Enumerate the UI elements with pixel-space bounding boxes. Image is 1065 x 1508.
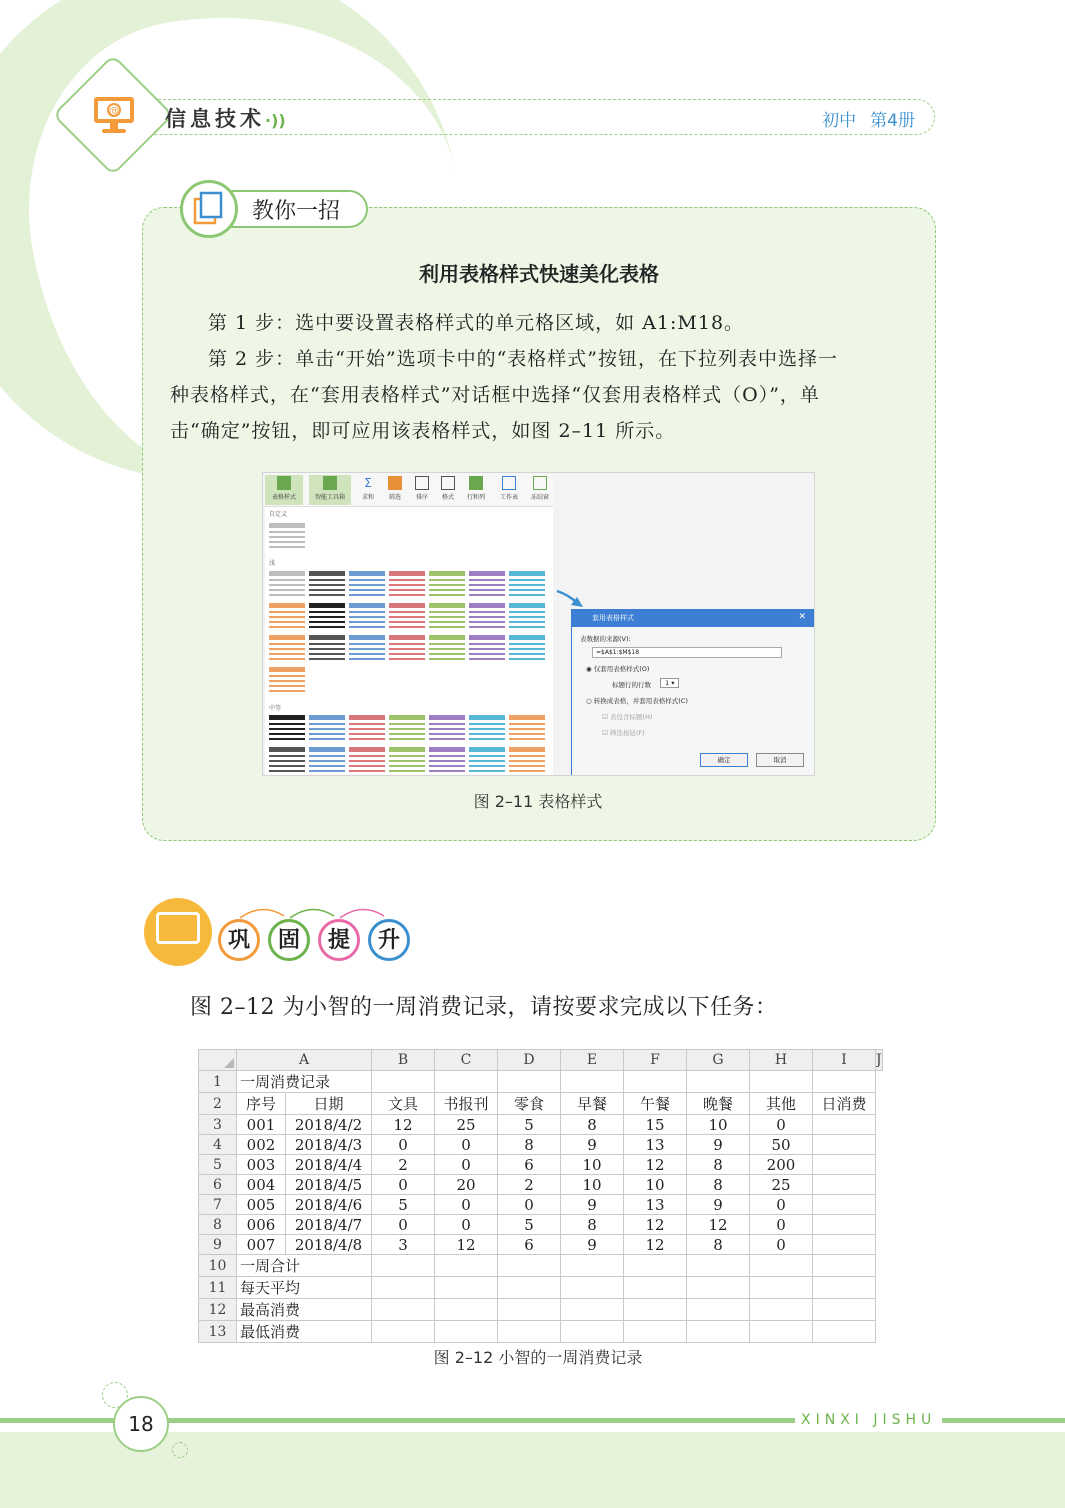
tip-step-2-line-2: 种表格样式，在“套用表格样式”对话框中选择“仅套用表格样式（O）”，单 (170, 384, 820, 406)
table-cell[interactable]: 002 (237, 1135, 286, 1155)
table-cell[interactable]: 12 (624, 1155, 687, 1175)
worksheet-icon (502, 476, 516, 490)
table-cell[interactable]: 早餐 (561, 1093, 624, 1115)
table-cell[interactable]: 晚餐 (687, 1093, 750, 1115)
select-all-icon (224, 1058, 234, 1068)
book-title-text: 信息技术 (165, 107, 265, 131)
table-row (199, 1071, 883, 1093)
table-cell[interactable] (561, 1321, 624, 1343)
table-cell[interactable]: 10 (687, 1115, 750, 1135)
table-row (199, 1093, 883, 1115)
table-cell[interactable]: 0 (372, 1135, 435, 1155)
table-cell[interactable]: 2018/4/4 (286, 1155, 372, 1175)
tip-step-1: 第 1 步：选中要设置表格样式的单元格区域，如 A1:M18。 (208, 312, 745, 334)
table-cell[interactable]: 书报刊 (435, 1093, 498, 1115)
table-cell[interactable]: 12 (435, 1235, 498, 1255)
table-cell[interactable] (435, 1255, 498, 1277)
table-style-swatch[interactable] (349, 635, 385, 663)
table-cell[interactable]: 0 (372, 1215, 435, 1235)
gallery-light-label: 浅 (269, 560, 276, 567)
apply-table-style-dialog (571, 609, 815, 776)
table-cell[interactable]: 零食 (498, 1093, 561, 1115)
table-cell[interactable]: 3 (372, 1235, 435, 1255)
table-style-swatch[interactable] (389, 747, 425, 775)
option-convert-table[interactable]: ○ 转换成表格，并套用表格样式(C) (586, 697, 688, 705)
table-cell[interactable]: 9 (561, 1135, 624, 1155)
table-cell[interactable]: 20 (435, 1175, 498, 1195)
ok-button[interactable]: 确定 (700, 753, 748, 767)
table-cell[interactable]: 0 (435, 1195, 498, 1215)
column-header[interactable]: B (372, 1050, 435, 1071)
table-style-swatch[interactable] (469, 747, 505, 775)
table-cell[interactable]: 6 (498, 1235, 561, 1255)
checkbox-filter-button[interactable]: ☑ 筛选按钮(F) (602, 729, 645, 737)
table-cell[interactable]: 5 (498, 1115, 561, 1135)
rows-cols-icon (469, 476, 483, 490)
laptop-icon (156, 912, 200, 944)
ribbon-label: 智能工具箱 (314, 494, 345, 501)
table-cell[interactable]: 8 (561, 1215, 624, 1235)
table-cell[interactable]: 一周合计 (237, 1255, 372, 1277)
source-label: 表数据的来源(V): (580, 635, 631, 643)
table-style-swatch[interactable] (349, 747, 385, 775)
table-cell[interactable]: 9 (687, 1195, 750, 1215)
table-cell[interactable]: 004 (237, 1175, 286, 1195)
table-cell[interactable]: 日期 (286, 1093, 372, 1115)
table-cell[interactable]: 2 (498, 1175, 561, 1195)
table-cell[interactable] (498, 1277, 561, 1299)
table-style-swatch[interactable] (429, 715, 465, 743)
toolbox-icon (323, 476, 337, 490)
table-cell[interactable]: 0 (750, 1215, 813, 1235)
level-label: 初中 (822, 111, 857, 131)
sort-icon (415, 476, 429, 490)
checkbox-has-header-label: 表包含标题(H) (609, 713, 653, 721)
table-cell[interactable] (561, 1299, 624, 1321)
table-cell[interactable] (750, 1255, 813, 1277)
table-cell[interactable] (750, 1071, 813, 1093)
tip-title: 利用表格样式快速美化表格 (419, 262, 659, 286)
table-cell[interactable] (435, 1299, 498, 1321)
table-cell[interactable] (687, 1255, 750, 1277)
table-cell[interactable] (687, 1299, 750, 1321)
page-number: 18 (113, 1396, 169, 1452)
table-cell[interactable]: 2018/4/3 (286, 1135, 372, 1155)
table-cell[interactable] (687, 1321, 750, 1343)
ribbon-rows-cols-button[interactable] (463, 475, 489, 505)
table-cell[interactable] (435, 1277, 498, 1299)
computer-at-icon (88, 93, 140, 137)
table-cell[interactable]: 2 (372, 1155, 435, 1175)
gallery-medium-label: 中等 (269, 705, 282, 712)
table-cell[interactable]: 2018/4/2 (286, 1115, 372, 1135)
table-cell[interactable]: 每天平均 (237, 1277, 372, 1299)
row-header[interactable]: 10 (199, 1255, 237, 1277)
option-style-only[interactable]: ◉ 仅套用表格样式(O) (586, 665, 650, 673)
column-header[interactable]: I (813, 1050, 876, 1071)
consumption-spreadsheet (198, 1049, 883, 1343)
header-rows-label: 标题行的行数 (612, 681, 651, 689)
table-style-swatch[interactable] (509, 747, 545, 775)
table-style-swatch[interactable] (389, 603, 425, 631)
table-cell[interactable] (624, 1071, 687, 1093)
cancel-button[interactable]: 取消 (756, 753, 804, 767)
tip-badge-label: 教你一招 (252, 199, 341, 224)
table-style-swatch[interactable] (269, 523, 305, 551)
table-cell[interactable] (813, 1071, 876, 1093)
ribbon-label: 冻结窗 (530, 494, 549, 501)
table-cell[interactable]: 15 (624, 1115, 687, 1135)
table-style-swatch[interactable] (389, 571, 425, 599)
ribbon-format-button[interactable] (437, 475, 459, 505)
header-volume (808, 106, 915, 131)
table-cell[interactable]: 0 (498, 1195, 561, 1215)
table-cell[interactable]: 0 (750, 1195, 813, 1215)
decorative-bubble (172, 1442, 188, 1458)
table-cell[interactable]: 001 (237, 1115, 286, 1135)
table-cell[interactable] (813, 1195, 876, 1215)
row-header[interactable]: 2 (199, 1093, 237, 1115)
table-cell[interactable] (372, 1321, 435, 1343)
table-row (199, 1135, 883, 1155)
table-cell[interactable] (813, 1135, 876, 1155)
practice-char-1: 巩 (218, 919, 260, 961)
table-style-icon (277, 476, 291, 490)
table-row (199, 1175, 883, 1195)
table-style-swatch[interactable] (429, 603, 465, 631)
format-icon (441, 476, 455, 490)
table-cell[interactable] (498, 1321, 561, 1343)
row-header[interactable]: 8 (199, 1215, 237, 1235)
column-header[interactable]: D (498, 1050, 561, 1071)
practice-char-3: 提 (318, 919, 360, 961)
figure-table-style-screenshot (262, 472, 815, 776)
table-row (199, 1255, 883, 1277)
table-row (199, 1277, 883, 1299)
table-cell[interactable] (813, 1321, 876, 1343)
table-cell[interactable]: 006 (237, 1215, 286, 1235)
table-cell[interactable]: 5 (498, 1215, 561, 1235)
ribbon-sort-button[interactable] (411, 475, 433, 505)
row-header[interactable]: 12 (199, 1299, 237, 1321)
table-cell[interactable]: 0 (435, 1155, 498, 1175)
table-style-swatch[interactable] (349, 603, 385, 631)
ribbon-table-style-button[interactable] (265, 475, 303, 505)
table-cell[interactable]: 8 (561, 1115, 624, 1135)
table-cell[interactable]: 8 (687, 1155, 750, 1175)
table-cell[interactable] (561, 1255, 624, 1277)
checkbox-filter-label: 筛选按钮(F) (609, 729, 645, 737)
table-cell[interactable] (687, 1071, 750, 1093)
dialog-title: 套用表格样式 (592, 614, 634, 622)
table-cell[interactable]: 12 (624, 1235, 687, 1255)
table-cell[interactable]: 9 (687, 1135, 750, 1155)
table-cell[interactable] (372, 1255, 435, 1277)
table-cell[interactable]: 005 (237, 1195, 286, 1215)
table-style-swatch[interactable] (269, 571, 305, 599)
table-cell[interactable] (813, 1235, 876, 1255)
table-style-swatch[interactable] (269, 715, 305, 743)
book-title (165, 103, 286, 133)
table-row (199, 1321, 883, 1343)
table-style-swatch[interactable] (269, 603, 305, 631)
table-cell[interactable]: 10 (561, 1175, 624, 1195)
table-style-swatch[interactable] (349, 715, 385, 743)
table-cell[interactable] (813, 1175, 876, 1195)
table-cell[interactable] (561, 1071, 624, 1093)
column-header[interactable]: C (435, 1050, 498, 1071)
table-cell[interactable]: 5 (372, 1195, 435, 1215)
ribbon-label: 行和列 (466, 494, 485, 501)
table-style-swatch[interactable] (269, 747, 305, 775)
table-cell[interactable]: 25 (435, 1115, 498, 1135)
table-cell[interactable]: 2018/4/5 (286, 1175, 372, 1195)
header-rows-value: 1 (665, 679, 670, 687)
practice-char-2: 固 (268, 919, 310, 961)
table-cell[interactable] (498, 1299, 561, 1321)
table-style-swatch[interactable] (509, 715, 545, 743)
table-cell[interactable]: 0 (435, 1215, 498, 1235)
ribbon-smart-toolbox-button[interactable] (309, 475, 351, 505)
table-cell[interactable] (624, 1321, 687, 1343)
table-cell[interactable] (750, 1277, 813, 1299)
table-cell[interactable] (813, 1115, 876, 1135)
table-cell[interactable]: 一周消费记录 (237, 1071, 372, 1093)
practice-section-icon (144, 898, 212, 966)
table-style-swatch[interactable] (309, 747, 345, 775)
table-row (199, 1115, 883, 1135)
table-cell[interactable] (498, 1071, 561, 1093)
table-row (199, 1235, 883, 1255)
row-header[interactable]: 4 (199, 1135, 237, 1155)
table-style-swatch[interactable] (349, 571, 385, 599)
table-cell[interactable] (435, 1321, 498, 1343)
close-icon[interactable]: ✕ (798, 612, 806, 622)
table-cell[interactable]: 2018/4/8 (286, 1235, 372, 1255)
table-style-swatch[interactable] (469, 571, 505, 599)
table-cell[interactable]: 0 (435, 1135, 498, 1155)
table-row (199, 1299, 883, 1321)
table-cell[interactable]: 13 (624, 1195, 687, 1215)
table-cell[interactable] (750, 1321, 813, 1343)
table-cell[interactable]: 8 (498, 1135, 561, 1155)
ribbon-label: 排序 (415, 494, 428, 501)
table-cell[interactable] (372, 1071, 435, 1093)
table-cell[interactable]: 9 (561, 1195, 624, 1215)
table-cell[interactable]: 6 (498, 1155, 561, 1175)
table-cell[interactable] (624, 1255, 687, 1277)
figure-2-11-caption: 图 2–11 表格样式 (473, 792, 603, 811)
table-cell[interactable] (435, 1071, 498, 1093)
practice-char-4: 升 (368, 919, 410, 961)
column-header[interactable]: A (237, 1050, 372, 1071)
ribbon-toolbar (263, 473, 553, 507)
table-cell[interactable]: 10 (624, 1175, 687, 1195)
ribbon-label: 工作表 (499, 494, 518, 501)
row-header[interactable]: 6 (199, 1175, 237, 1195)
sound-waves-icon: ·)) (265, 111, 286, 130)
column-header-row (199, 1050, 883, 1071)
table-style-swatch[interactable] (309, 603, 345, 631)
volume-label: 第4册 (870, 111, 915, 131)
table-style-swatch[interactable] (429, 571, 465, 599)
ribbon-sum-button[interactable] (357, 475, 379, 505)
table-cell[interactable]: 序号 (237, 1093, 286, 1115)
table-row (199, 1155, 883, 1175)
table-cell[interactable]: 003 (237, 1155, 286, 1175)
table-style-swatch[interactable] (469, 715, 505, 743)
sigma-icon: Σ (364, 476, 372, 490)
style-gallery (265, 507, 553, 776)
table-style-swatch[interactable] (269, 667, 305, 695)
table-style-swatch[interactable] (389, 635, 425, 663)
documents-icon (183, 183, 235, 235)
table-style-swatch[interactable] (509, 603, 545, 631)
table-style-swatch[interactable] (429, 635, 465, 663)
table-cell[interactable]: 午餐 (624, 1093, 687, 1115)
practice-task-text: 图 2–12 为小智的一周消费记录，请按要求完成以下任务： (190, 995, 778, 1020)
column-header[interactable]: F (624, 1050, 687, 1071)
table-cell[interactable]: 25 (750, 1175, 813, 1195)
table-cell[interactable] (624, 1299, 687, 1321)
table-cell[interactable] (813, 1255, 876, 1277)
table-cell[interactable]: 其他 (750, 1093, 813, 1115)
ribbon-label: 求和 (361, 494, 374, 501)
table-cell[interactable]: 0 (750, 1115, 813, 1135)
table-cell[interactable] (813, 1155, 876, 1175)
connector-arrows (236, 902, 396, 922)
table-style-swatch[interactable] (469, 635, 505, 663)
row-header[interactable]: 9 (199, 1235, 237, 1255)
table-style-swatch[interactable] (309, 715, 345, 743)
ribbon-label: 筛选 (388, 494, 401, 501)
arrow-icon (555, 589, 585, 609)
row-header[interactable]: 3 (199, 1115, 237, 1135)
row-header[interactable]: 1 (199, 1071, 237, 1093)
table-cell[interactable] (687, 1277, 750, 1299)
table-cell[interactable] (813, 1277, 876, 1299)
option-convert-label: 转换成表格，并套用表格样式(C) (593, 697, 688, 705)
table-style-swatch[interactable] (469, 603, 505, 631)
table-cell[interactable]: 50 (750, 1135, 813, 1155)
table-cell[interactable] (813, 1215, 876, 1235)
table-cell[interactable] (750, 1299, 813, 1321)
table-cell[interactable]: 最低消费 (237, 1321, 372, 1343)
table-cell[interactable]: 0 (750, 1235, 813, 1255)
table-cell[interactable]: 0 (372, 1175, 435, 1195)
option-style-only-label: 仅套用表格样式(O) (593, 665, 650, 673)
table-style-swatch[interactable] (269, 635, 305, 663)
table-style-swatch[interactable] (429, 747, 465, 775)
table-cell[interactable] (498, 1255, 561, 1277)
table-cell[interactable]: 12 (687, 1215, 750, 1235)
table-cell[interactable] (372, 1299, 435, 1321)
ribbon-freeze-button[interactable] (527, 475, 553, 505)
table-cell[interactable]: 8 (687, 1235, 750, 1255)
table-cell[interactable]: 200 (750, 1155, 813, 1175)
figure-2-12-caption: 图 2–12 小智的一周消费记录 (433, 1348, 643, 1367)
row-header[interactable]: 7 (199, 1195, 237, 1215)
ribbon-label: 格式 (441, 494, 454, 501)
column-header[interactable]: G (687, 1050, 750, 1071)
table-cell[interactable] (561, 1277, 624, 1299)
table-style-swatch[interactable] (309, 635, 345, 663)
table-cell[interactable] (372, 1277, 435, 1299)
table-cell[interactable]: 007 (237, 1235, 286, 1255)
table-cell[interactable]: 2018/4/6 (286, 1195, 372, 1215)
table-cell[interactable]: 9 (561, 1235, 624, 1255)
table-cell[interactable]: 13 (624, 1135, 687, 1155)
ribbon-label: 表格样式 (271, 494, 296, 501)
column-header[interactable]: J (876, 1050, 883, 1071)
row-header[interactable]: 11 (199, 1277, 237, 1299)
source-range-input[interactable]: =$A$1:$M$18 (592, 647, 782, 658)
table-cell[interactable]: 日消费 (813, 1093, 876, 1115)
filter-icon (388, 476, 402, 490)
table-style-swatch[interactable] (509, 571, 545, 599)
table-row (199, 1215, 883, 1235)
row-header[interactable]: 13 (199, 1321, 237, 1343)
running-title: XINXI JISHU (795, 1412, 942, 1428)
table-cell[interactable]: 12 (372, 1115, 435, 1135)
table-style-swatch[interactable] (509, 635, 545, 663)
column-header[interactable]: H (750, 1050, 813, 1071)
table-cell[interactable] (813, 1299, 876, 1321)
table-style-swatch[interactable] (389, 715, 425, 743)
table-cell[interactable]: 最高消费 (237, 1299, 372, 1321)
dialog-title-bar (572, 610, 814, 627)
ribbon-filter-button[interactable] (383, 475, 407, 505)
table-row (199, 1195, 883, 1215)
svg-text:@: @ (109, 106, 119, 117)
row-header[interactable]: 5 (199, 1155, 237, 1175)
table-cell[interactable]: 文具 (372, 1093, 435, 1115)
column-header[interactable]: E (561, 1050, 624, 1071)
table-cell[interactable]: 8 (687, 1175, 750, 1195)
tip-badge (180, 180, 370, 236)
tip-badge-circle (180, 180, 238, 238)
gallery-custom-label: 自定义 (269, 511, 288, 518)
header-rows-select[interactable]: 1 ▾ (660, 678, 679, 688)
select-all-corner[interactable] (199, 1050, 237, 1071)
table-cell[interactable]: 2018/4/7 (286, 1215, 372, 1235)
tip-step-2-line-3: 击“确定”按钮，即可应用该表格样式，如图 2–11 所示。 (170, 420, 676, 442)
tip-step-2-line-1: 第 2 步：单击“开始”选项卡中的“表格样式”按钮，在下拉列表中选择一 (208, 348, 839, 370)
table-cell[interactable]: 12 (624, 1215, 687, 1235)
checkbox-has-header[interactable]: ☑ 表包含标题(H) (602, 713, 653, 721)
freeze-icon (533, 476, 547, 490)
ribbon-worksheet-button[interactable] (495, 475, 523, 505)
table-cell[interactable]: 10 (561, 1155, 624, 1175)
table-cell[interactable] (624, 1277, 687, 1299)
table-style-swatch[interactable] (309, 571, 345, 599)
